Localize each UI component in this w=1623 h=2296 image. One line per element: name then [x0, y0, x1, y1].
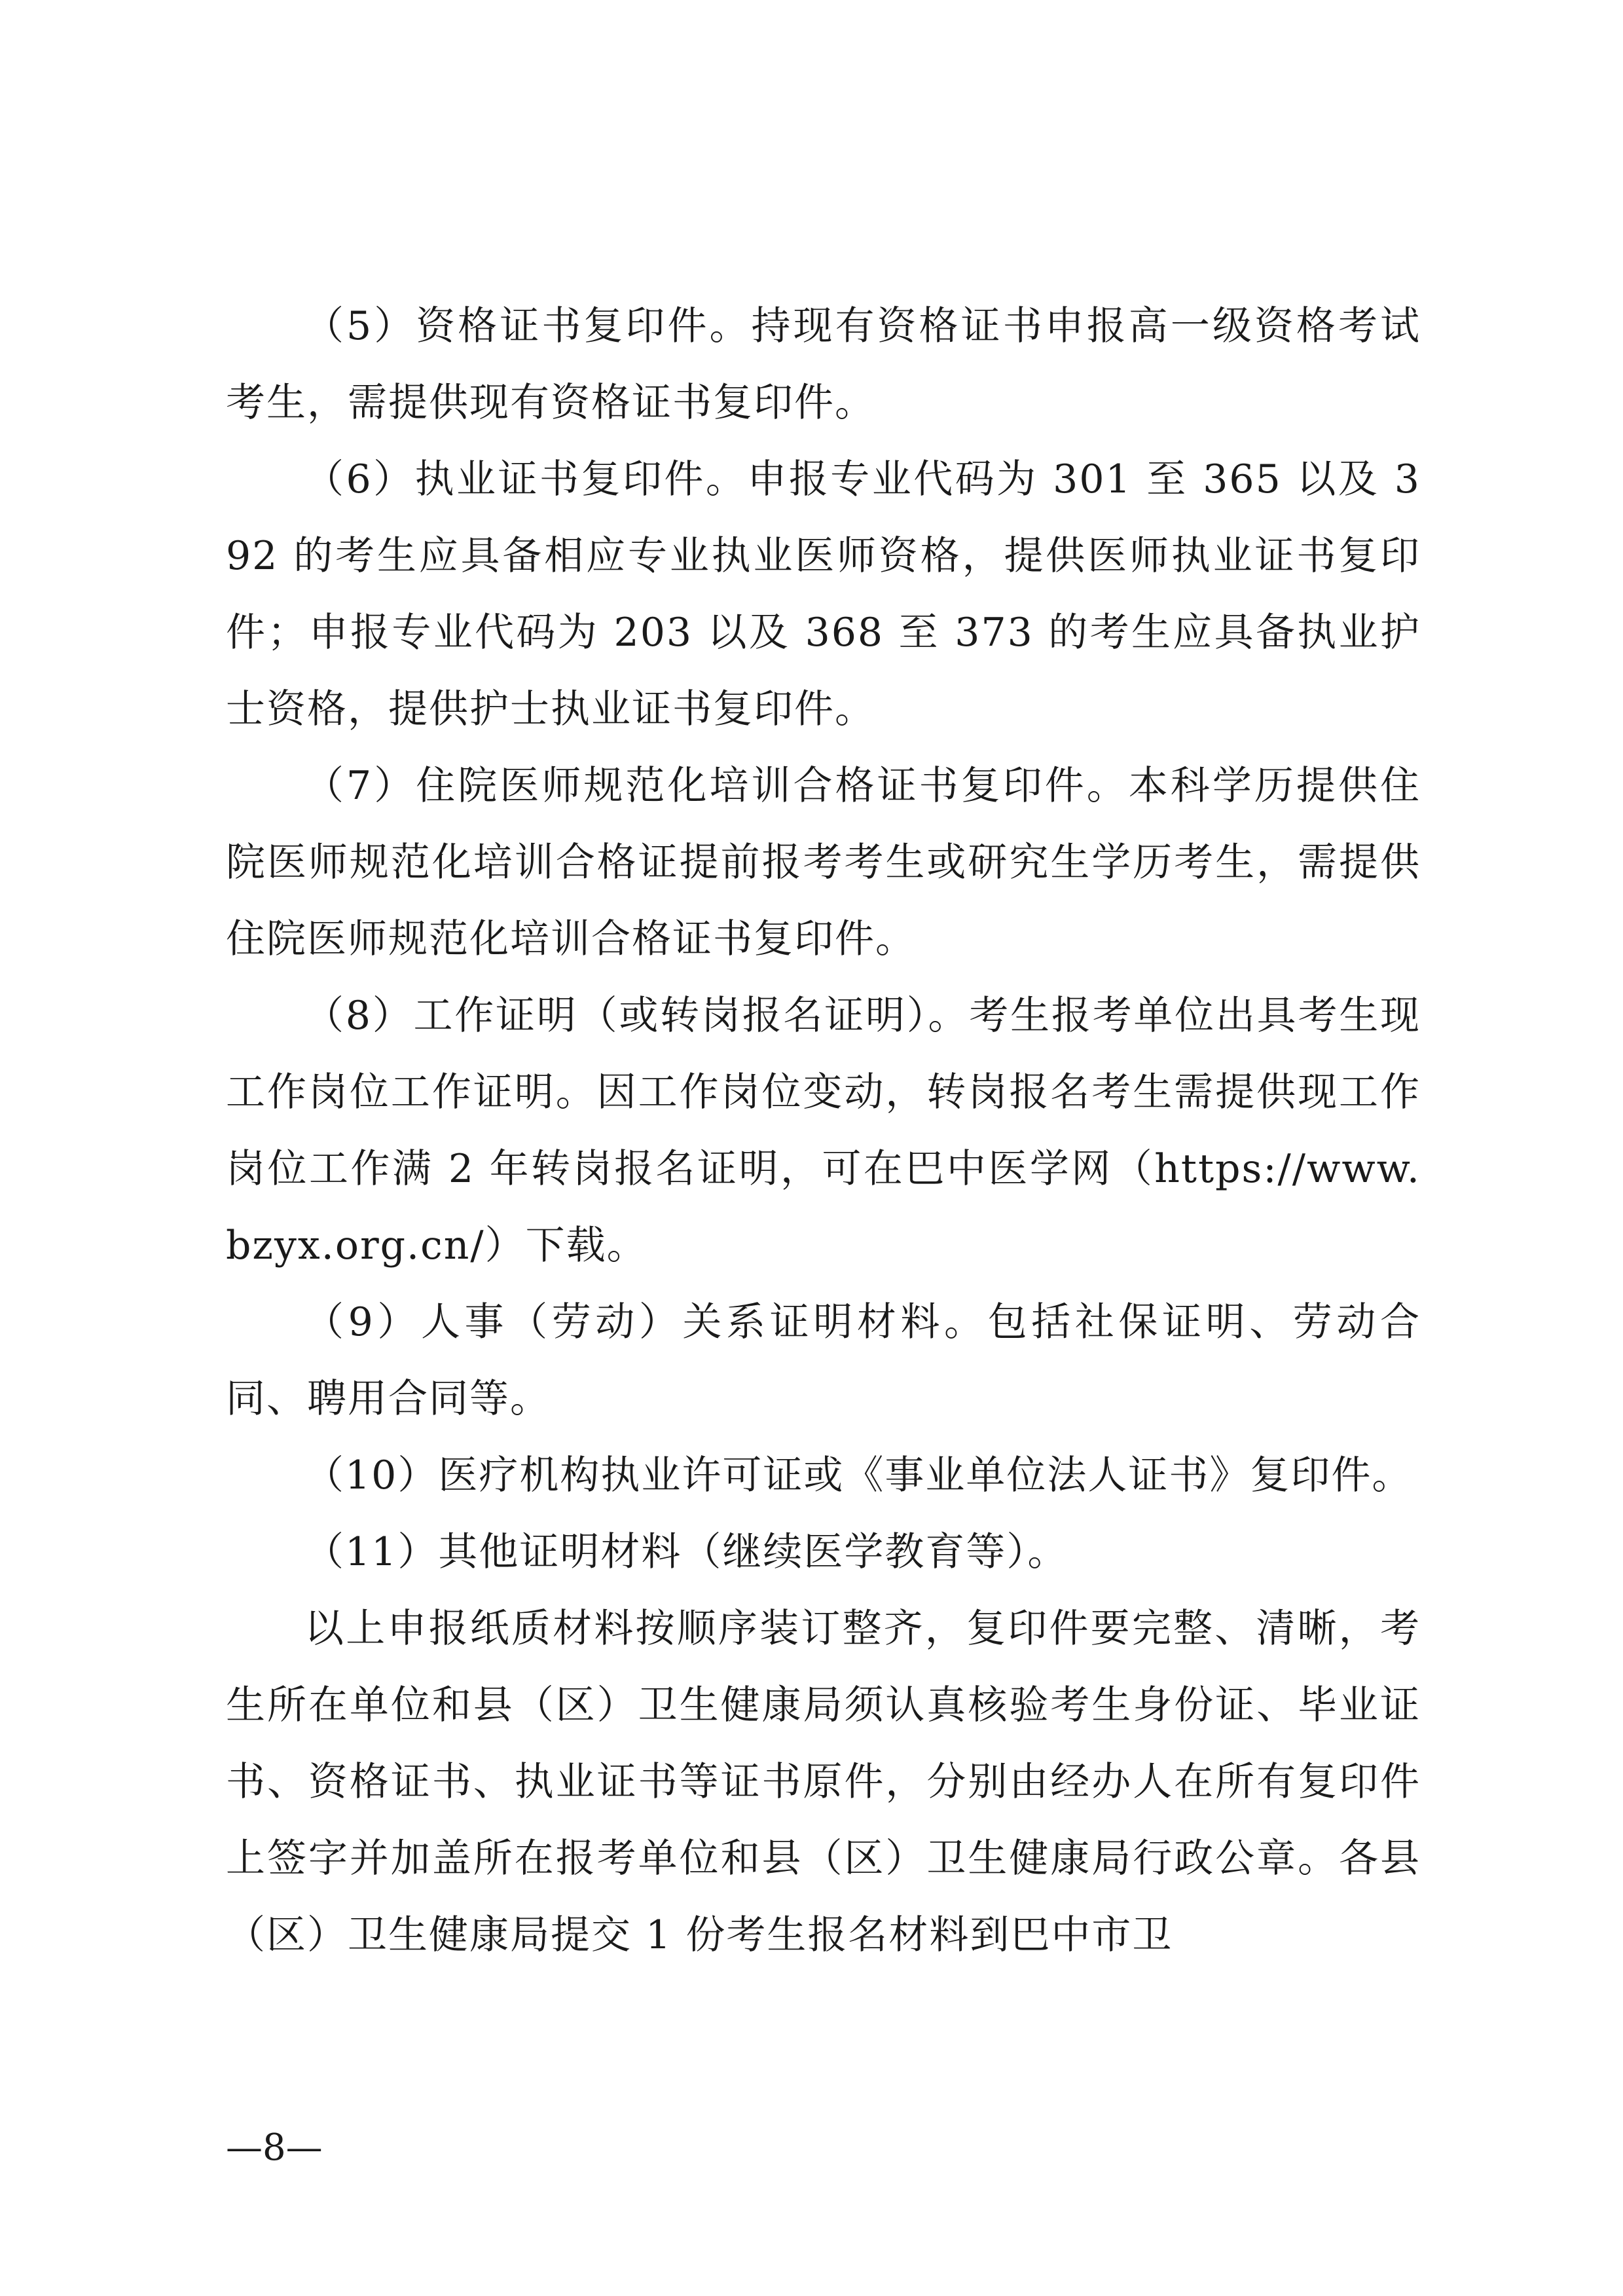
page-number: —8— [226, 2126, 323, 2169]
paragraph-residency-training-certificate: （7）住院医师规范化培训合格证书复印件。本科学历提供住院医师规范化培训合格证提前报考考生或研究生学历考生，需提供住院医师规范化培训合格证书复印件。 [226, 763, 1421, 962]
document-body [226, 288, 1421, 1974]
paragraph-submission-instructions: 以上申报纸质材料按顺序装订整齐，复印件要完整、清晰，考生所在单位和县（区）卫生健康局须认真核验考生身份证、毕业证书、资格证书、执业证书等证书原件，分别由经办人在所有复印件上签字并加盖所在报考单位和县（区）卫生健康局行政公章。各县（区）卫生健康局提交 1 份考生报名材料到巴中市卫 [226, 1606, 1421, 1958]
paragraph-practice-certificate: （6）执业证书复印件。申报专业代码为 301 至 365 以及 392 的考生应具备相应专业执业医师资格，提供医师执业证书复印件；申报专业代码为 203 以及 368 至 373 的考生应具备执业护士资格，提供护士执业证书复印件。 [226, 456, 1421, 732]
paragraph-qualification-certificate: （5）资格证书复印件。持现有资格证书申报高一级资格考试考生，需提供现有资格证书复印件。 [226, 303, 1421, 426]
paragraph-other-materials: （11）其他证明材料（继续医学教育等）。 [304, 1529, 1068, 1575]
paragraph-employment-relation: （9）人事（劳动）关系证明材料。包括社保证明、劳动合同、聘用合同等。 [226, 1299, 1421, 1422]
paragraph-institution-license: （10）医疗机构执业许可证或《事业单位法人证书》复印件。 [304, 1453, 1413, 1498]
paragraph-work-certificate: （8）工作证明（或转岗报名证明）。考生报考单位出具考生现工作岗位工作证明。因工作岗位变动，转岗报名考生需提供现工作岗位工作满 2 年转岗报名证明，可在巴中医学网（https://www.bzyx.org.cn/）下载。 [226, 993, 1421, 1268]
